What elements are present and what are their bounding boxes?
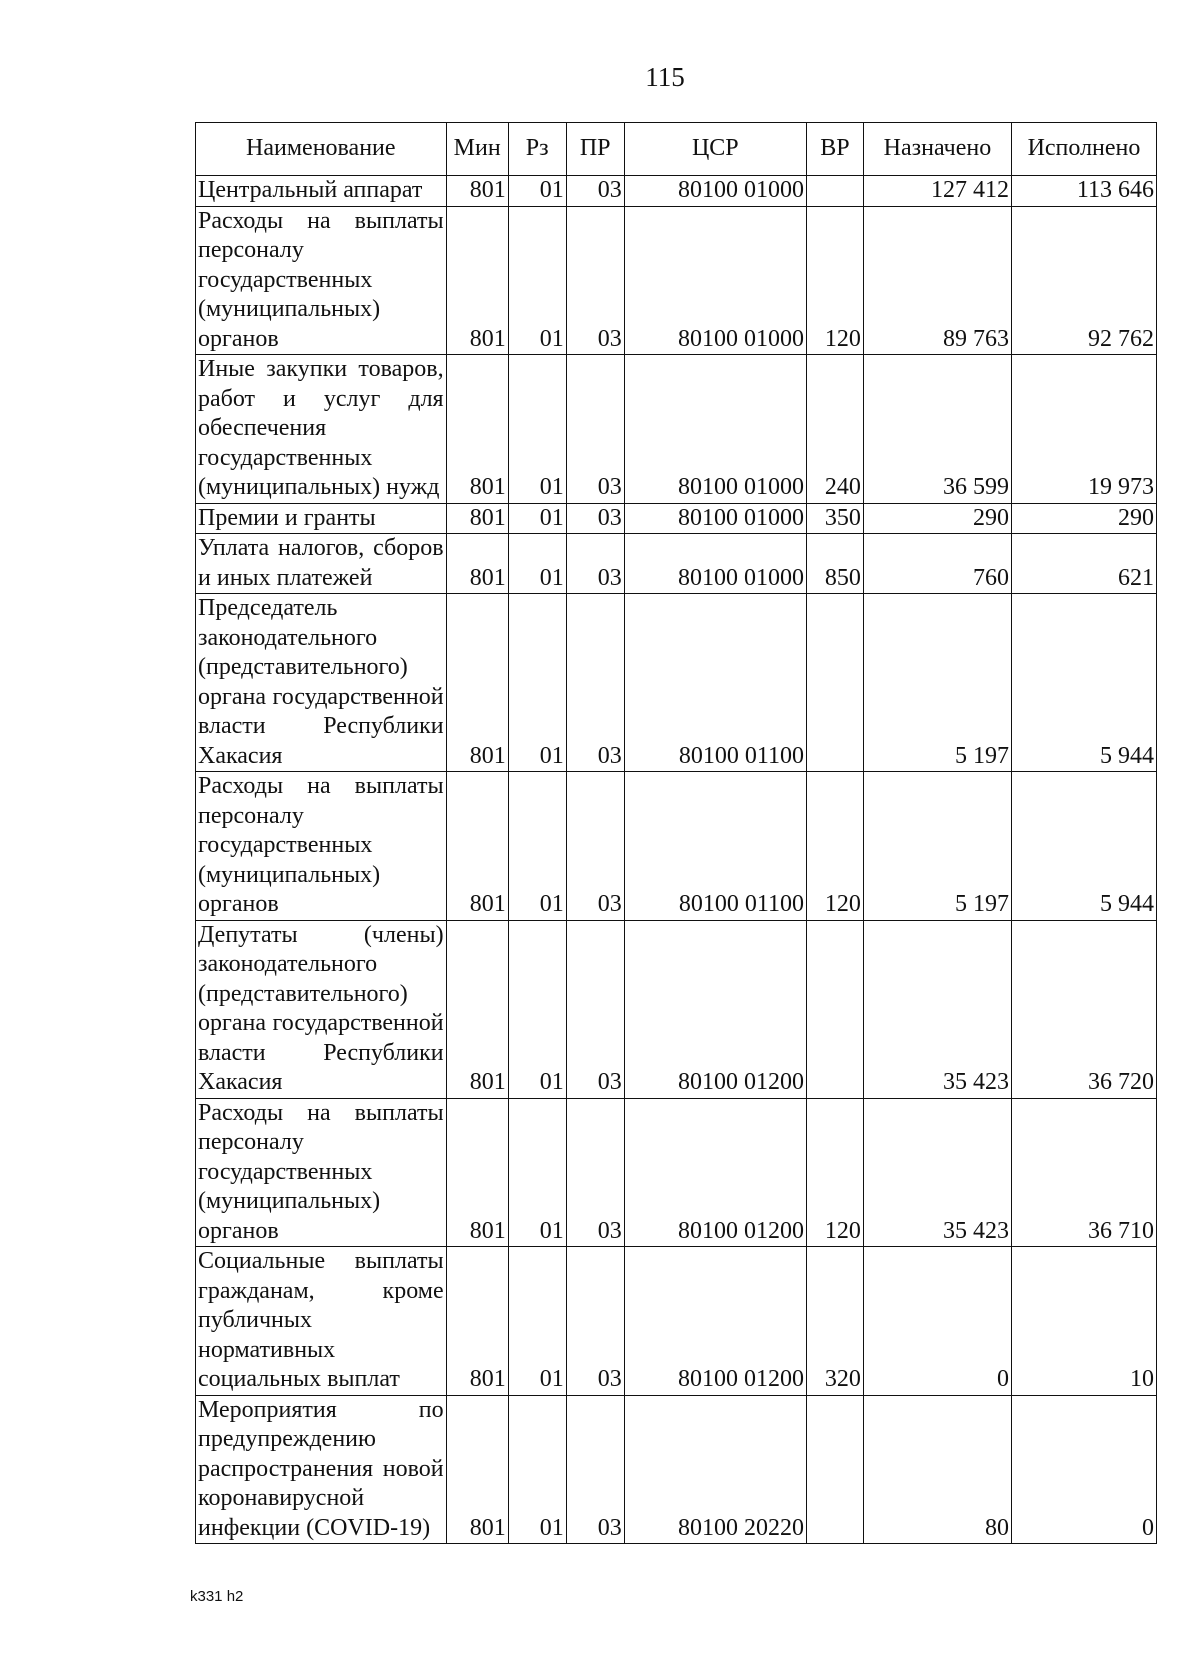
row-executed: 5 944 — [1011, 594, 1156, 772]
row-rz: 01 — [508, 176, 566, 207]
budget-table — [195, 122, 1157, 1544]
header-executed: Исполнено — [1011, 123, 1156, 176]
row-rz: 01 — [508, 206, 566, 355]
table-row — [196, 1247, 1157, 1396]
row-name: Председатель законодательного (представительного) органа государственной власти Республики Хакасия — [196, 594, 447, 772]
row-vr: 320 — [806, 1247, 863, 1396]
row-assigned: 35 423 — [863, 920, 1011, 1098]
row-assigned: 5 197 — [863, 772, 1011, 921]
table-row — [196, 503, 1157, 534]
row-rz: 01 — [508, 1395, 566, 1544]
row-csr: 80100 01000 — [624, 355, 806, 504]
row-csr: 80100 20220 — [624, 1395, 806, 1544]
row-executed: 5 944 — [1011, 772, 1156, 921]
header-csr: ЦСР — [624, 123, 806, 176]
row-min: 801 — [446, 1247, 508, 1396]
row-executed: 92 762 — [1011, 206, 1156, 355]
row-vr: 240 — [806, 355, 863, 504]
row-csr: 80100 01000 — [624, 503, 806, 534]
row-rz: 01 — [508, 920, 566, 1098]
row-csr: 80100 01200 — [624, 920, 806, 1098]
row-pr: 03 — [566, 920, 624, 1098]
row-csr: 80100 01000 — [624, 206, 806, 355]
header-pr: ПР — [566, 123, 624, 176]
row-assigned: 0 — [863, 1247, 1011, 1396]
row-executed: 36 720 — [1011, 920, 1156, 1098]
row-pr: 03 — [566, 503, 624, 534]
row-rz: 01 — [508, 1247, 566, 1396]
row-min: 801 — [446, 594, 508, 772]
row-name: Расходы на выплаты персоналу государственных (муниципальных) органов — [196, 772, 447, 921]
row-executed: 290 — [1011, 503, 1156, 534]
table-header-row — [196, 123, 1157, 176]
row-name: Расходы на выплаты персоналу государственных (муниципальных) органов — [196, 1098, 447, 1247]
row-rz: 01 — [508, 772, 566, 921]
header-vr: ВР — [806, 123, 863, 176]
row-name: Расходы на выплаты персоналу государственных (муниципальных) органов — [196, 206, 447, 355]
table-row — [196, 176, 1157, 207]
table-row — [196, 355, 1157, 504]
row-vr: 350 — [806, 503, 863, 534]
table-row — [196, 920, 1157, 1098]
row-min: 801 — [446, 920, 508, 1098]
table-row — [196, 206, 1157, 355]
row-pr: 03 — [566, 1098, 624, 1247]
row-vr: 850 — [806, 534, 863, 594]
row-vr — [806, 176, 863, 207]
row-pr: 03 — [566, 206, 624, 355]
row-vr: 120 — [806, 206, 863, 355]
row-pr: 03 — [566, 1247, 624, 1396]
header-min: Мин — [446, 123, 508, 176]
row-vr: 120 — [806, 1098, 863, 1247]
row-min: 801 — [446, 206, 508, 355]
header-assigned: Назначено — [863, 123, 1011, 176]
row-vr — [806, 594, 863, 772]
row-min: 801 — [446, 1395, 508, 1544]
row-pr: 03 — [566, 534, 624, 594]
row-name: Мероприятия по предупреждению распространения новой коронавирусной инфекции (COVID-19) — [196, 1395, 447, 1544]
row-assigned: 127 412 — [863, 176, 1011, 207]
row-assigned: 290 — [863, 503, 1011, 534]
row-assigned: 5 197 — [863, 594, 1011, 772]
row-pr: 03 — [566, 176, 624, 207]
row-csr: 80100 01000 — [624, 534, 806, 594]
page-number: 115 — [645, 62, 685, 92]
table-row — [196, 772, 1157, 921]
row-vr — [806, 1395, 863, 1544]
row-min: 801 — [446, 176, 508, 207]
row-rz: 01 — [508, 1098, 566, 1247]
row-name: Премии и гранты — [196, 503, 447, 534]
row-csr: 80100 01000 — [624, 176, 806, 207]
row-executed: 621 — [1011, 534, 1156, 594]
table-row — [196, 1395, 1157, 1544]
row-name: Иные закупки товаров, работ и услуг для обеспечения государственных (муниципальных) нужд — [196, 355, 447, 504]
row-vr: 120 — [806, 772, 863, 921]
row-min: 801 — [446, 503, 508, 534]
row-name: Центральный аппарат — [196, 176, 447, 207]
row-vr — [806, 920, 863, 1098]
row-pr: 03 — [566, 355, 624, 504]
row-assigned: 80 — [863, 1395, 1011, 1544]
row-assigned: 35 423 — [863, 1098, 1011, 1247]
row-assigned: 760 — [863, 534, 1011, 594]
header-rz: Рз — [508, 123, 566, 176]
row-min: 801 — [446, 534, 508, 594]
row-assigned: 89 763 — [863, 206, 1011, 355]
row-rz: 01 — [508, 534, 566, 594]
row-pr: 03 — [566, 594, 624, 772]
row-executed: 10 — [1011, 1247, 1156, 1396]
row-executed: 19 973 — [1011, 355, 1156, 504]
header-name: Наименование — [196, 123, 447, 176]
row-executed: 36 710 — [1011, 1098, 1156, 1247]
table-row — [196, 594, 1157, 772]
table-row — [196, 1098, 1157, 1247]
footer-code: k331 h2 — [190, 1588, 244, 1605]
row-min: 801 — [446, 772, 508, 921]
row-csr: 80100 01100 — [624, 772, 806, 921]
row-pr: 03 — [566, 1395, 624, 1544]
row-name: Депутаты (члены) законодательного (представительного) органа государственной власти Республики Хакасия — [196, 920, 447, 1098]
row-min: 801 — [446, 355, 508, 504]
row-rz: 01 — [508, 503, 566, 534]
row-csr: 80100 01100 — [624, 594, 806, 772]
row-executed: 113 646 — [1011, 176, 1156, 207]
row-pr: 03 — [566, 772, 624, 921]
table-row — [196, 534, 1157, 594]
row-name: Уплата налогов, сборов и иных платежей — [196, 534, 447, 594]
row-assigned: 36 599 — [863, 355, 1011, 504]
row-rz: 01 — [508, 355, 566, 504]
row-csr: 80100 01200 — [624, 1098, 806, 1247]
row-min: 801 — [446, 1098, 508, 1247]
row-executed: 0 — [1011, 1395, 1156, 1544]
row-rz: 01 — [508, 594, 566, 772]
row-name: Социальные выплаты гражданам, кроме публичных нормативных социальных выплат — [196, 1247, 447, 1396]
row-csr: 80100 01200 — [624, 1247, 806, 1396]
